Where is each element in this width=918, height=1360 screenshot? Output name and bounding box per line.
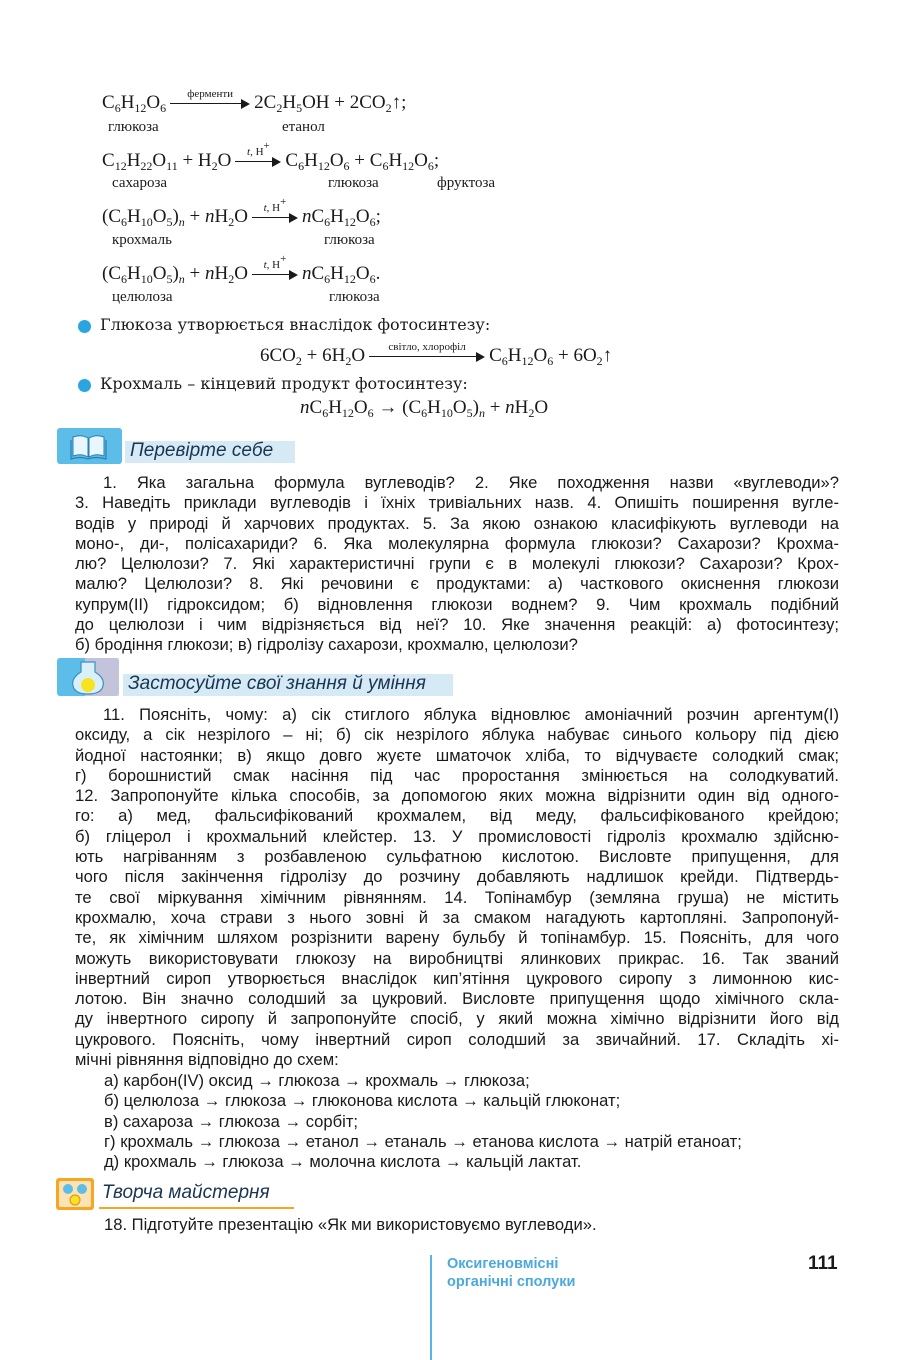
flask-icon: [57, 658, 119, 696]
list-item: а) карбон(IV) оксид → глюкоза → крохмаль → глюкоза;: [104, 1071, 530, 1090]
equation-photosynthesis: $6CO_2 + 6H_2O$ світло, хлорофіл $C_6H_{12}O_6$ + $6O_2↑$: [260, 340, 613, 368]
text-line: лотою. Він значно солодший за цукровий. Висловте припущення щодо хімічного скла-: [75, 989, 839, 1009]
palette-icon: [56, 1178, 94, 1210]
page-number: 111: [808, 1253, 838, 1274]
list-item: д) крохмаль → глюкоза → молочна кислота → кальцій лактат.: [104, 1152, 582, 1172]
text-line: до целюлози і чим відрізняється від неї? 10. Яке значення реакцій: а) фотосинтезу;: [75, 615, 839, 635]
text-line: оксиду, а сік незрілого – ні; б) сік незрілого яблука набуває синього кольору під дією: [75, 725, 839, 745]
footer-section-line: органічні сполуки: [447, 1274, 576, 1290]
text-line: ють нагріванням з розбавленою сульфатною кислотою. Висловте припущення, для: [75, 847, 839, 867]
text-line: мічні рівняння відповідно до схем:: [75, 1050, 339, 1070]
text-line: моно-, ди-, полісахариди? 6. Яка молекулярна формула глюкози? Сахарози? Крохма-: [75, 533, 839, 553]
list-item: в) сахароза → глюкоза → сорбіт;: [104, 1111, 359, 1131]
section-underline: [99, 1207, 294, 1209]
text-line: 1. Яка загальна формула вуглеводів? 2. Яке походження назви «вуглеводи»?: [103, 473, 839, 492]
text-line: б) бродіння глюкози; в) гідролізу сахарози, крохмалю, целюлози?: [75, 635, 578, 655]
arrow-condition: t, H+: [247, 139, 270, 158]
arrow-condition: t, H+: [263, 195, 287, 214]
text-line: 11. Поясніть, чому: а) сік стиглого яблука відновлює амоніачний розчин аргентум(І): [103, 705, 839, 724]
footer-section-line: Оксигеновмісні: [447, 1256, 559, 1272]
text-line: можуть використовувати глюкозу на виробництві ялинкових прикрас. 16. Так званий: [75, 948, 839, 968]
apply-paragraph: [75, 705, 839, 1070]
text-line: купрум(ІІ) гідроксидом; б) відновлення глюкози воднем? 9. Чим крохмаль подібний: [75, 594, 839, 614]
book-icon: [57, 428, 122, 464]
text-line: те, як хімічним шляхом розрізнити варену бульбу й топінамбур. 15. Поясніть, для чого: [75, 928, 839, 948]
text-line: чого після закінчення гідролізу до розчину добавляють надлишок крейди. Підтвердь-: [75, 867, 839, 887]
text-line: г) борошнистий смак насіння під час проростання змінюється на солодкуватий.: [75, 765, 839, 785]
label-sucrose: сахароза: [112, 175, 168, 191]
bullet-starch-product: Крохмаль – кінцевий продукт фотосинтезу:: [100, 374, 468, 393]
label-ethanol: етанол: [282, 119, 325, 135]
bullet-glucose-photosynthesis: Глюкоза утворюється внаслідок фотосинтезу:: [100, 315, 491, 334]
text-line: крохмалю, хоча страви з нього зовні й за смаком нагадують картопляні. Запропонуй-: [75, 907, 839, 927]
text-line: малю? Целюлози? 8. Які речовини є продуктами: а) часткового окиснення глюкози: [75, 574, 839, 594]
equation-starch-synthesis: $nC_6H_{12}O_6 \to (C_6H_{10}O_5)_n + nH_2O$: [300, 397, 549, 420]
label-cellulose: целюлоза: [112, 289, 173, 305]
text-line: 3. Наведіть приклади вуглеводів і їхніх тривіальних назв. 4. Опишіть поширення вугле-: [75, 493, 839, 513]
text-line: те свої міркування хімічним рівнянням. 14. Топінамбур (земляна груша) не містить: [75, 887, 839, 907]
section-title-check: Перевірте себе: [130, 440, 274, 461]
footer-section-name: [447, 1255, 575, 1291]
check-paragraph: [75, 473, 839, 656]
text-line: інвертний сироп утворюється внаслідок кип’ятіння цукрового сиропу з лимонною кис-: [75, 968, 839, 988]
label-glucose: глюкоза: [329, 289, 380, 305]
text-line: ду інвертного сиропу й запропонуйте спосіб, у який можна хімічно відрізнити його від: [75, 1009, 839, 1029]
section-title-creative: Творча майстерня: [102, 1182, 270, 1203]
bullet-marker: [78, 320, 91, 333]
text-line: йодної настоянки; в) якщо довго жуєте шматочок хліба, то відчуваєте солодкий смак;: [75, 745, 839, 765]
label-fructose: фруктоза: [437, 175, 496, 191]
label-starch: крохмаль: [112, 232, 172, 248]
text-line: водів у природі й харчових продуктах. 5. За якою ознакою класифікують вуглеводи на: [75, 513, 839, 533]
text-line: лю? Целюлози? 7. Які характеристичні групи є в молекулі глюкози? Сахарози? Крох-: [75, 554, 839, 574]
list-item: б) целюлоза → глюкоза → глюконова кислота → кальцій глюконат;: [104, 1091, 621, 1111]
creative-task: 18. Підготуйте презентацію «Як ми використовуємо вуглеводи».: [104, 1215, 597, 1234]
arrow-condition: ферменти: [187, 87, 234, 100]
arrow-condition: t, H+: [263, 252, 287, 271]
label-glucose: глюкоза: [328, 175, 379, 191]
equation-cellulose-hydrolysis: $(C_6H_{10}O_5)_n + nH_2O$ t, H+ $nC_6H_{12}O_6$.: [102, 252, 381, 286]
equation-sucrose-hydrolysis: $C_{12}H_{22}O_{11} + H_2O$ t, H+ $C_6H_{12}O_6 + C_6H_{12}O_6$;: [102, 139, 440, 173]
label-glucose: глюкоза: [108, 119, 159, 135]
schemes-list: [104, 1071, 742, 1172]
arrow-condition: світло, хлорофіл: [388, 340, 466, 353]
list-item: г) крохмаль → глюкоза → етанол → етаналь → етанова кислота → натрій етаноат;: [104, 1131, 742, 1151]
equation-fermentation: $C_6H_{12}O_6$ ферменти $2C_2H_5OH$ + $2CO_2↑$;: [102, 87, 407, 115]
footer-divider: [430, 1255, 432, 1360]
bullet-marker: [78, 379, 91, 392]
text-line: 12. Запропонуйте кілька способів, за допомогою яких можна відрізнити один від одного-: [75, 786, 839, 806]
section-title-apply: Застосуйте свої знання й уміння: [128, 673, 426, 694]
equation-starch-hydrolysis: $(C_6H_{10}O_5)_n + nH_2O$ t, H+ $nC_6H_{12}O_6$;: [102, 195, 381, 229]
text-line: б) гліцерол і крохмальний клейстер. 13. У промисловості гідроліз крохмалю здійсню-: [75, 826, 839, 846]
text-line: цукрового. Поясніть, чому інвертний сироп солодший за звичайний. 17. Складіть хі-: [75, 1029, 839, 1049]
text-line: го: а) мед, фальсифікований крохмалем, від меду, фальсифікованого крейдою;: [75, 806, 839, 826]
label-glucose: глюкоза: [324, 232, 375, 248]
